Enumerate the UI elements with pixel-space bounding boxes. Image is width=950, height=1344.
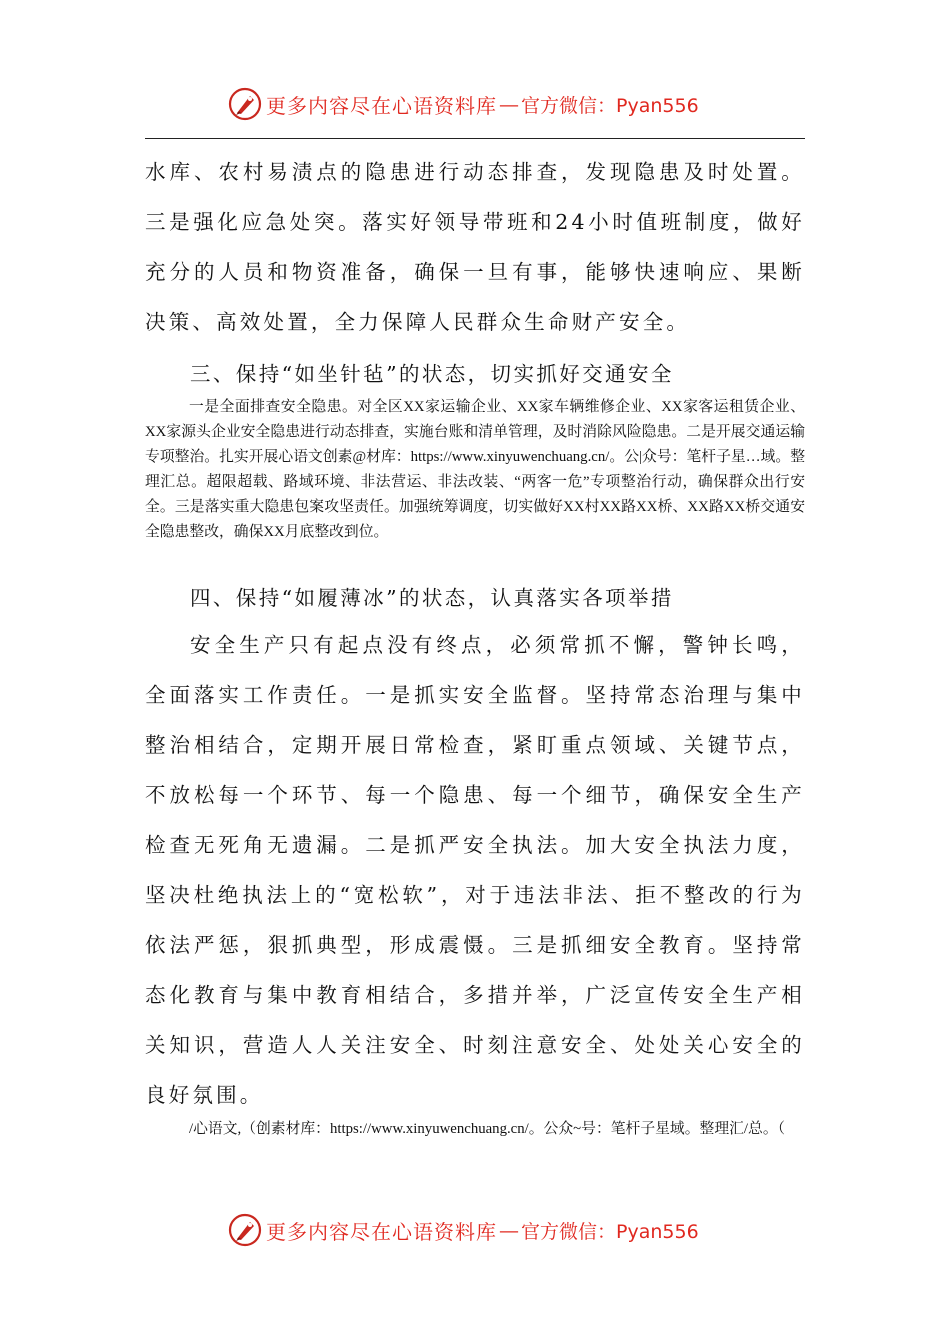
banner-wechat: 官方微信：Pyan556 [521, 94, 699, 117]
paragraph-2: 一是全面排查安全隐患。对全区XX家运输企业、XX家车辆维修企业、XX家客运租赁企业、XX家源头企业安全隐患进行动态排查，实施台账和清单管理，及时消除风险隐患。二是开展交通运输专项整治。扎实开展心语文创素@材库：https://www.xinyuwenchuang.cn/。公|众号：笔杆子星…域。整理汇总。超限超载、路域环境、非法营运、非法改装、“两客一危”专项整治行动，确保群众出行安全。三是落实重大隐患包案攻坚责任。加强统筹调度，切实做好XX村XX路XX桥、XX路XX桥交通安全隐患整改，确保XX月底整改到位。 [145, 399, 805, 540]
heading-section-3: 三、保持“如坐针毡”的状态，切实抓好交通安全 [190, 362, 674, 386]
paragraph-1: 水库、农村易渍点的隐患进行动态排查，发现隐患及时处置。三是强化应急处突。落实好领导带班和24小时值班制度，做好充分的人员和物资准备，确保一旦有事，能够快速响应、果断决策、高效处置，全力保障人民群众生命财产安全。 [145, 160, 805, 334]
footer-banner [228, 1212, 748, 1248]
banner-separator: — [499, 1218, 519, 1242]
header-banner [228, 86, 748, 122]
pen-nib-logo-icon [228, 87, 262, 121]
heading-section-4: 四、保持“如履薄冰”的状态，认真落实各项举措 [190, 586, 674, 610]
paragraph-3: 安全生产只有起点没有终点，必须常抓不懈，警钟长鸣，全面落实工作责任。一是抓实安全监督。坚持常态治理与集中整治相结合，定期开展日常检查，紧盯重点领域、关键节点，不放松每一个环节、每一个隐患、每一个细节，确保安全生产检查无死角无遗漏。二是抓严安全执法。加大安全执法力度，坚决杜绝执法上的“宽松软”，对于违法非法、拒不整改的行为依法严惩，狠抓典型，形成震慑。三是抓细安全教育。坚持常态化教育与集中教育相结合，多措并举，广泛宣传安全生产相关知识，营造人人关注安全、时刻注意安全、处处关心安全的良好氛围。 [145, 633, 805, 1107]
banner-separator: — [499, 92, 519, 116]
banner-text: 更多内容尽在心语资料库 [266, 1219, 497, 1244]
banner-wechat: 官方微信：Pyan556 [521, 1220, 699, 1243]
header-rule [145, 138, 805, 139]
banner-text: 更多内容尽在心语资料库 [266, 93, 497, 118]
pen-nib-logo-icon [228, 1213, 262, 1247]
footnote: /心语文,（创素材库：https://www.xinyuwenchuang.cn/。公众~号：笔杆子星域。整理汇/总。（ [189, 1121, 786, 1137]
